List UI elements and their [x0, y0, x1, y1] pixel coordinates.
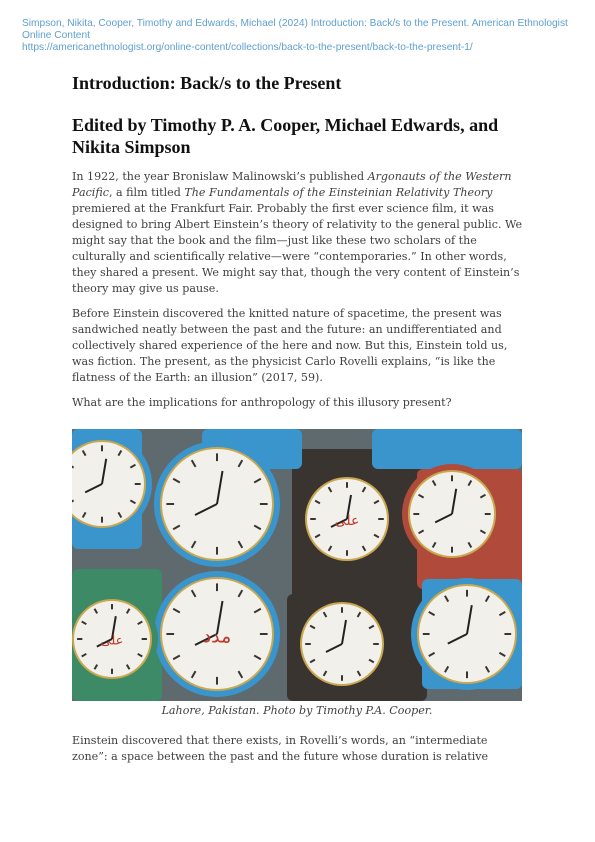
photo-caption: Lahore, Pakistan. Photo by Timothy P.A. Cooper. [161, 704, 433, 717]
citation-line-continued: Online Content [22, 30, 90, 41]
clock-wall-photo [72, 429, 522, 701]
paragraph-1-text-b: , a film titled [108, 186, 185, 199]
paragraph-1-text-c: premiered at the Frankfurt Fair. Probably the first ever science film, it was designed to bring Albert Einstein’s theory of relativity to the general public. We might say that the book and the film—just like these two scholars of the culturally and scientifically relative—were “contemporaries.” In other words, they shared a present. We might say that, though the very content of Einstein’s theory may give us pause. [72, 202, 523, 295]
paragraph-1-text-a: In 1922, the year Bronislaw Malinowski’s published [72, 170, 368, 183]
clock-frame [372, 429, 522, 469]
citation-url-link[interactable]: https://americanethnologist.org/online-content/collections/back-to-the-present/back-to-the-present-1/ [22, 42, 473, 53]
citation-line: Simpson, Nikita, Cooper, Timothy and Edwards, Michael (2024) Introduction: Back/s to the Present. American Ethnologist [22, 18, 568, 29]
article-title: Introduction: Back/s to the Present [72, 73, 342, 93]
clock-wall-illustration [72, 429, 522, 701]
clock-inscription: مدد [202, 625, 232, 648]
paragraph-2: Before Einstein discovered the knitted nature of spacetime, the present was sandwiched neatly between the past and the future: an undifferentiated and collectively shared experience of the here and now. But this, Einstein told us, was fiction. The present, as the physicist Carlo Rovelli explains, “is like the flatness of the Earth: an illusion” (2017, 59). [72, 307, 508, 384]
paragraph-4: Einstein discovered that there exists, in Rovelli’s words, an “intermediate zone”: a space between the past and the future whose duration is relative [72, 734, 489, 763]
clock-inscription: علی [334, 513, 360, 529]
paragraph-3: What are the implications for anthropology of this illusory present? [72, 396, 452, 409]
citation-header [22, 18, 590, 54]
clock-inscription: علی [100, 633, 124, 649]
book-title: Argonauts of the Western Pacific [72, 170, 512, 199]
paragraph-1 [72, 169, 524, 297]
article-editors: Edited by Timothy P. A. Cooper, Michael Edwards, and Nikita Simpson [72, 115, 499, 157]
film-title: The Fundamentals of the Einsteinian Relativity Theory [184, 186, 493, 199]
